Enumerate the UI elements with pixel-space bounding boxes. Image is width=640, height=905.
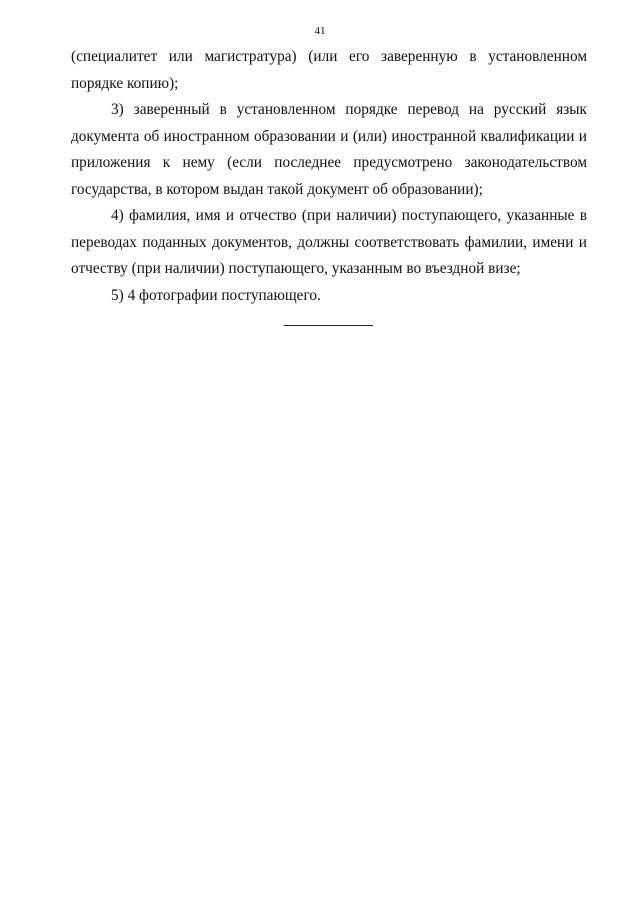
document-body — [71, 44, 587, 309]
end-of-text-rule — [284, 325, 373, 326]
paragraph-item-5: 5) 4 фотографии поступающего. — [111, 286, 321, 304]
paragraph-item-4: 4) фамилия, имя и отчество (при наличии) поступающего, указанные в переводах поданных документов, должны соответствовать фамилии, имени и отчеству (при наличии) поступающего, указанным во въездной визе; — [71, 207, 587, 277]
page-number: 41 — [314, 25, 326, 37]
paragraph-continuation: (специалитет или магистратура) (или его заверенную в установленном порядке копию); — [71, 48, 587, 92]
paragraph-item-3: 3) заверенный в установленном порядке перевод на русский язык документа об иностранном образовании и (или) иностранной квалификации и приложения к нему (если последнее предусмотрено законодательством государства, в котором выдан такой документ об образовании); — [71, 101, 587, 198]
